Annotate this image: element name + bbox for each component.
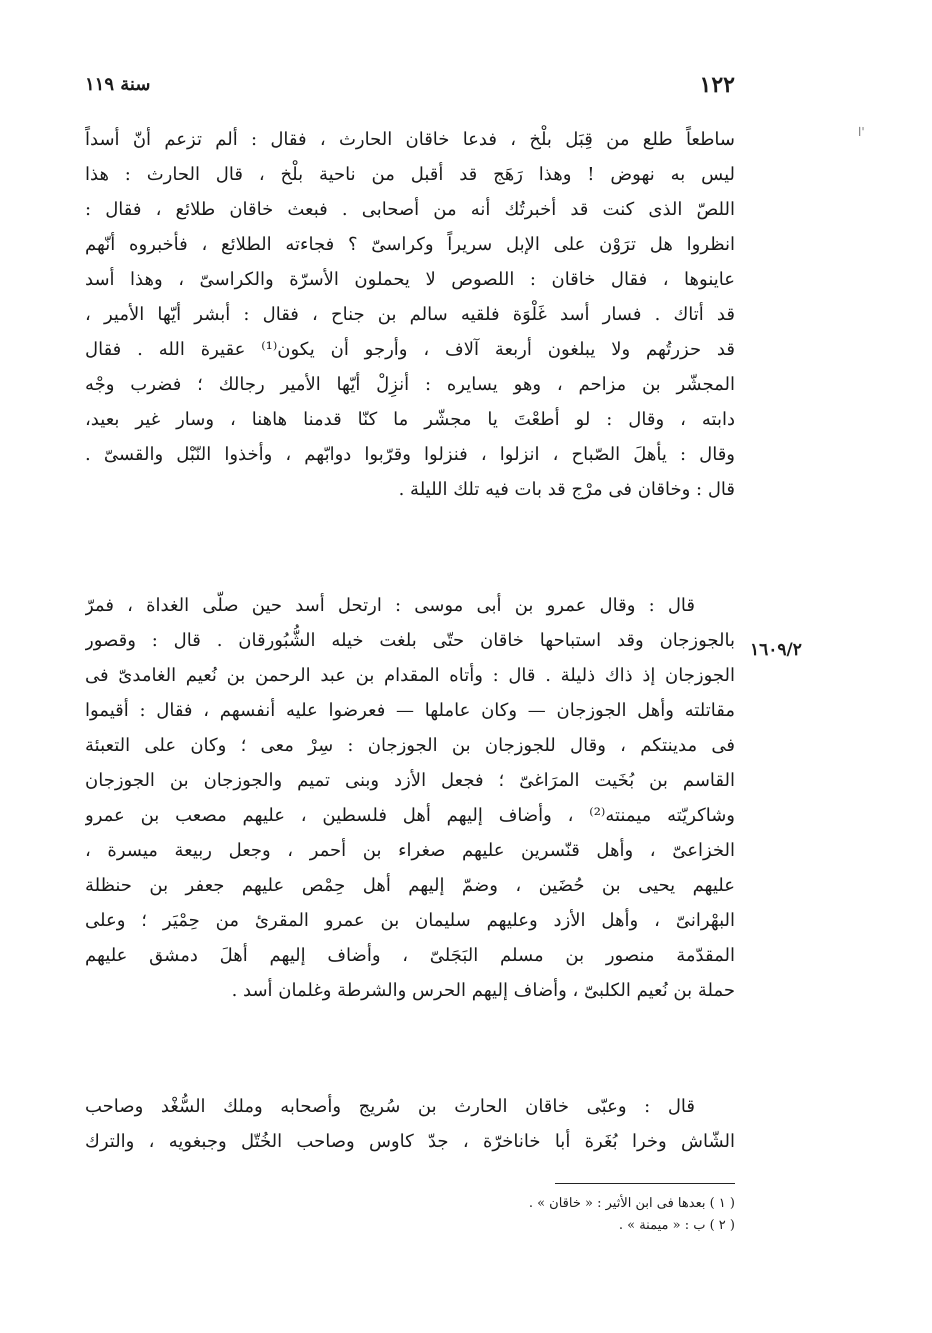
text-line: المقدّمة منصور بن مسلم البَجَلىّ ، وأضاف إليهم أهلَ دمشق عليهم [85,945,735,966]
paragraph-2 [85,588,735,1008]
page-header [85,72,735,102]
text-line: انظروا هل ترَوْن على الإبل سريراً وكراسىّ ؟ فجاءته الطلائع ، فأخبروه أنّهم [85,234,735,255]
text-line: اللصّ الذى كنت قد أخبرتُك أنه من أصحابى . فبعث خاقان طلائع ، فقال : [85,199,735,220]
paragraph-1 [85,122,735,507]
text-line: المجشّر بن مزاحم ، وهو يسايره : أنزِلْ أيّها الأمير رجالك ؛ فضرب وجْه [85,374,735,395]
text-line: الخزاعىّ ، وأهل قنّسرين عليهم صغراء بن أحمر ، وجعل ربيعة ميسرة ، [85,840,735,861]
text-line: الشّاش وخرا بُغَرة أبا خاناخرّة ، جدّ كاوس وصاحب الخُتّل وجبغويه ، والترك [85,1131,735,1152]
text-line: وقال : يأهلَ الصّباح ، انزلوا ، فنزلوا وقرّبوا دوابّهم ، وأخذوا النّبْل والقسىّ . [85,444,735,465]
text-line: القاسم بن بُخَيت المرَاغىّ ؛ فجعل الأزد وبنى تميم والجوزجان بن الجوزجان [85,770,735,791]
text-line: عليهم يحيى بن حُضَين ، وضمّ إليهم أهل حِمْص عليهم جعفر بن حنظلة [85,875,735,896]
text-line: الجوزجان إذ ذاك ذليلة . قال : وأتاه المقدام بن عبد الرحمن بن نُعيم الغامدىّ فى [85,665,735,686]
footnotes [85,1193,735,1237]
text-line: دابته ، وقال : لو أطعْتَ يا مجشّر ما كنّا قدمنا هاهنا ، وسار غير بعيد، [85,409,735,430]
text-line: قال : وقال عمرو بن أبى موسى : ارتحل أسد حين صلّى الغداة ، فمرّ [85,595,695,616]
text-line: قال : وعبّى خاقان الحارث بن سُريج وأصحابه وملك السُّغْد وصاحب [85,1096,695,1117]
paragraph-3 [85,1089,735,1159]
text-line: بالجوزجان وقد استباحها خاقان حتّى بلغت خيله الشُّبُورقان . قال : وقصور [85,630,735,651]
text-line: ليس به نهوض ! وهذا رَهَج قد أقبل من ناحية بلْخ ، قال الحارث : هذا [85,164,735,185]
text-line: قد أتاك . فسار أسد غَلْوَة فلقيه سالم بن جناح ، فقال : أبشر أيّها الأمير ، [85,304,735,325]
footnote-divider [555,1183,735,1184]
text-line: عاينوها ، فقال خاقان : اللصوص لا يحملون الأسرّة والكراسىّ ، وهذا أسد [85,269,735,290]
margin-mark: ا' [858,125,865,139]
page-number: ١٢٢ [699,72,735,98]
text-line: قد حزرتُهم ولا يبلغون أربعة آلاف ، وأرجو أن يكون⁽¹⁾ عقيرة الله . فقال [85,339,735,360]
text-line: قال : وخاقان فى مرْج قد بات فيه تلك الليلة . [398,479,735,500]
text-line: مقاتلته وأهل الجوزجان — وكان عاملها — فعرضوا عليه أنفسهم ، فقال : أقيموا [85,700,735,721]
margin-reference: ١٦٠٩/٢ [750,640,802,660]
text-line: ساطعاً طلع من قِبَل بلْخ ، فدعا خاقان الحارث ، فقال : ألم تزعم أنّ أسداً [85,129,735,150]
text-line: وشاكريّته ميمنته⁽²⁾ ، وأضاف إليهم أهل فلسطين ، عليهم مصعب بن عمرو [85,805,735,826]
text-line: حملة بن نُعيم الكلبىّ ، وأضاف إليهم الحرس والشرطة وغلمان أسد . [231,980,735,1001]
text-line: فى مدينتكم ، وقال للجوزجان بن الجوزجان : سِرْ معى ؛ وكان على التعبئة [85,735,735,756]
year-label: سنة ١١٩ [85,74,151,95]
footnote-2: ( ٢ ) ب : « ميمنة » . [618,1218,735,1233]
text-line: البهْرانىّ ، وأهل الأزد وعليهم سليمان بن عمرو المقرئ من حِمْيَر ؛ وعلى [85,910,735,931]
footnote-1: ( ١ ) بعدها فى ابن الأثير : « خاقان » . [528,1196,735,1211]
